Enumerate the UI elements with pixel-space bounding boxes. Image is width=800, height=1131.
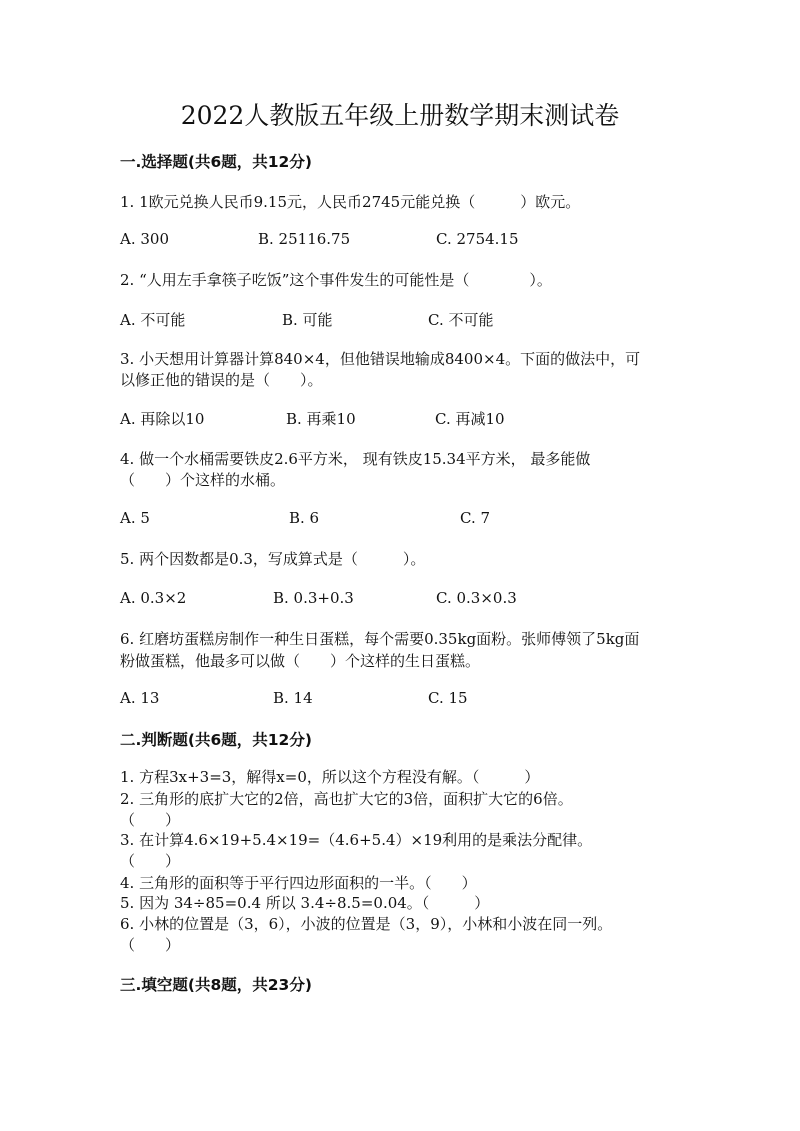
section-heading-judgement: 二.判断题(共6题，共12分) bbox=[120, 731, 312, 749]
tf-line-8: 6. 小林的位置是（3，6），小波的位置是（3，9），小林和小波在同一列。 bbox=[120, 915, 613, 933]
q3-option-c: C. 再减10 bbox=[435, 410, 505, 428]
question-6-line-1: 6. 红磨坊蛋糕房制作一种生日蛋糕，每个需要0.35kg面粉。张师傅领了5kg面 bbox=[120, 630, 640, 648]
q5-option-b: B. 0.3+0.3 bbox=[273, 589, 354, 607]
section-heading-choice: 一.选择题(共6题，共12分) bbox=[120, 153, 312, 171]
tf-line-7: 5. 因为 34÷85=0.4 所以 3.4÷8.5=0.04。（ ） bbox=[120, 894, 490, 912]
question-1-line-1: 1. 1欧元兑换人民币9.15元，人民币2745元能兑换（ ）欧元。 bbox=[120, 193, 581, 211]
question-4-line-1: 4. 做一个水桶需要铁皮2.6平方米， 现有铁皮15.34平方米， 最多能做 bbox=[120, 450, 591, 468]
q5-option-c: C. 0.3×0.3 bbox=[436, 589, 517, 607]
question-3-line-2: 以修正他的错误的是（ ）。 bbox=[120, 371, 323, 389]
tf-line-1: 1. 方程3x+3=3，解得x=0，所以这个方程没有解。（ ） bbox=[120, 768, 540, 786]
q1-option-b: B. 25116.75 bbox=[258, 230, 351, 248]
q1-option-c: C. 2754.15 bbox=[436, 230, 519, 248]
q6-option-a: A. 13 bbox=[120, 689, 160, 707]
q4-option-a: A. 5 bbox=[120, 509, 150, 527]
q3-option-b: B. 再乘10 bbox=[286, 410, 356, 428]
q3-option-a: A. 再除以10 bbox=[120, 410, 205, 428]
q4-option-c: C. 7 bbox=[460, 509, 491, 527]
question-4-line-2: （ ）个这样的水桶。 bbox=[120, 471, 286, 489]
tf-line-9: （ ） bbox=[120, 936, 181, 954]
tf-line-2: 2. 三角形的底扩大它的2倍，高也扩大它的3倍，面积扩大它的6倍。 bbox=[120, 790, 573, 808]
q6-option-c: C. 15 bbox=[428, 689, 468, 707]
tf-line-3: （ ） bbox=[120, 811, 181, 829]
q5-option-a: A. 0.3×2 bbox=[120, 589, 187, 607]
question-5-line-1: 5. 两个因数都是0.3，写成算式是（ ）。 bbox=[120, 550, 426, 568]
q1-option-a: A. 300 bbox=[120, 230, 169, 248]
q2-option-a: A. 不可能 bbox=[120, 311, 186, 329]
section-heading-fill-in: 三.填空题(共8题，共23分) bbox=[120, 976, 312, 994]
q2-option-b: B. 可能 bbox=[282, 311, 333, 329]
question-6-line-2: 粉做蛋糕，他最多可以做（ ）个这样的生日蛋糕。 bbox=[120, 652, 481, 670]
q2-option-c: C. 不可能 bbox=[428, 311, 494, 329]
tf-line-5: （ ） bbox=[120, 852, 181, 870]
page-title: 2022人教版五年级上册数学期末测试卷 bbox=[180, 101, 620, 130]
tf-line-6: 4. 三角形的面积等于平行四边形面积的一半。（ ） bbox=[120, 874, 477, 892]
question-3-line-1: 3. 小天想用计算器计算840×4，但他错误地输成8400×4。下面的做法中，可 bbox=[120, 350, 641, 368]
q4-option-b: B. 6 bbox=[289, 509, 320, 527]
question-2-line-1: 2. “人用左手拿筷子吃饭”这个事件发生的可能性是（ ）。 bbox=[120, 271, 552, 289]
tf-line-4: 3. 在计算4.6×19+5.4×19=（4.6+5.4）×19利用的是乘法分配律。 bbox=[120, 831, 593, 849]
q6-option-b: B. 14 bbox=[273, 689, 313, 707]
